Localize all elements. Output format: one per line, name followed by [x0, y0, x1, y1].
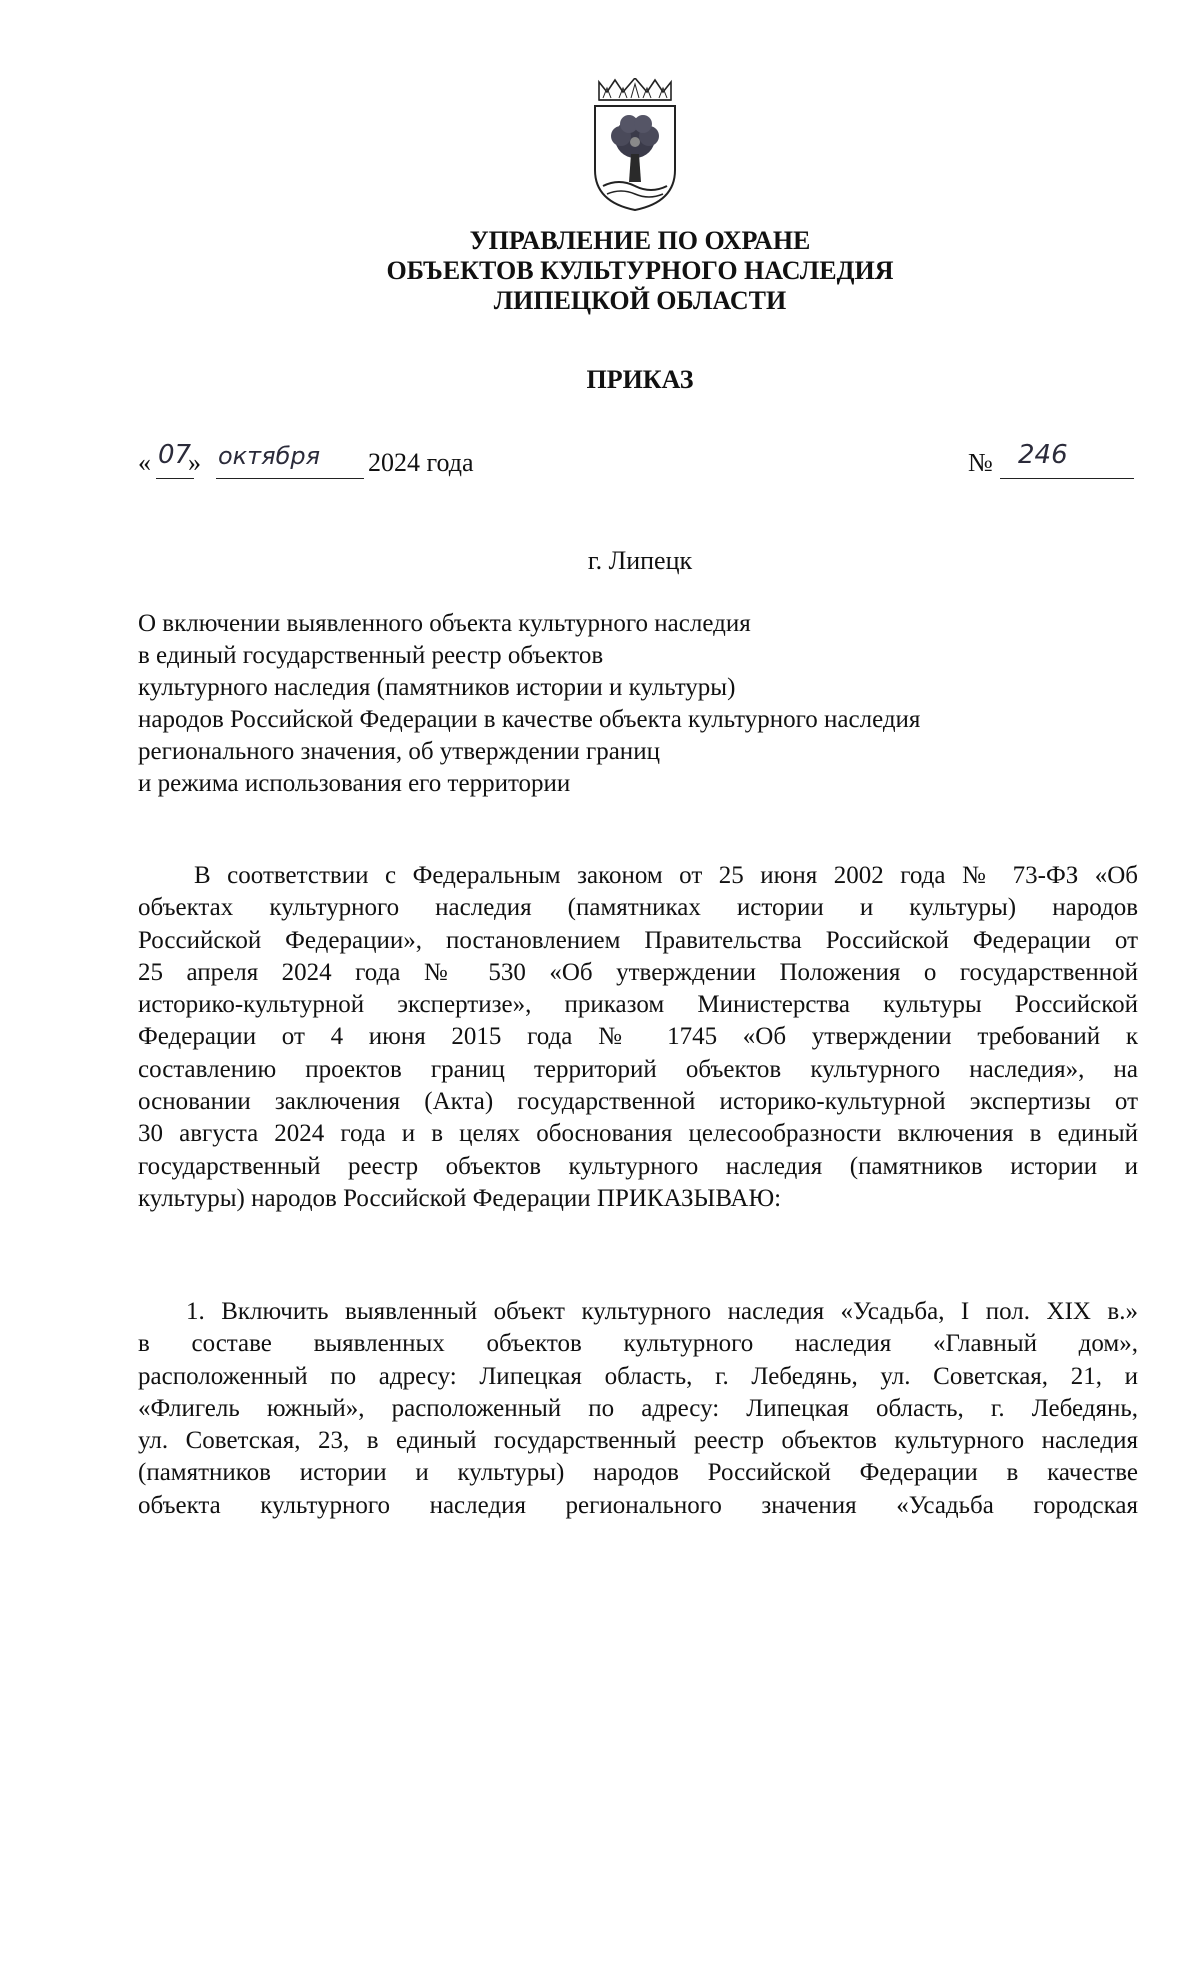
- document-type: ПРИКАЗ: [586, 365, 694, 394]
- paragraph-line: историко-культурной экспертизе», приказом Министерства культуры Российской: [138, 991, 1138, 1019]
- handwritten-number: 246: [1018, 440, 1068, 470]
- paragraph-line: ул. Советская, 23, в единый государственный реестр объектов культурного наследия: [138, 1427, 1138, 1455]
- order-subject: [138, 608, 1038, 800]
- paragraph-line: объектах культурного наследия (памятниках истории и культуры) народов: [138, 894, 1138, 922]
- handwritten-day: 07: [158, 440, 192, 470]
- number-label: №: [968, 448, 993, 477]
- paragraph-line: В соответствии с Федеральным законом от 25 июня 2002 года № 73-ФЗ «Об: [194, 862, 1138, 889]
- org-line-2: ОБЪЕКТОВ КУЛЬТУРНОГО НАСЛЕДИЯ: [386, 256, 894, 285]
- paragraph-line: государственный реестр объектов культурного наследия (памятников истории и: [138, 1152, 1138, 1180]
- paragraph-line: составлению проектов границ территорий объектов культурного наследия», на: [138, 1055, 1138, 1083]
- coat-of-arms-icon: [585, 78, 685, 214]
- subject-line: культурного наследия (памятников истории и культуры): [138, 674, 736, 701]
- org-line-3: ЛИПЕЦКОЙ ОБЛАСТИ: [493, 286, 787, 315]
- paragraph-line: Российской Федерации», постановлением Правительства Российской Федерации от: [138, 926, 1138, 954]
- date-number-row: [138, 440, 1138, 486]
- paragraph-line: объекта культурного наследия регионального значения «Усадьба городская: [138, 1491, 1138, 1519]
- subject-line: регионального значения, об утверждении границ: [138, 738, 660, 765]
- subject-line: в единый государственный реестр объектов: [138, 642, 604, 669]
- date-quote-close: »: [188, 448, 201, 477]
- paragraph-line: 1. Включить выявленный объект культурного наследия «Усадьба, I пол. XIX в.»: [186, 1298, 1138, 1325]
- number-underline: [1000, 478, 1134, 479]
- paragraph-line: 25 апреля 2024 года № 530 «Об утверждении Положения о государственной: [138, 958, 1138, 986]
- date-quote-open: «: [138, 448, 151, 477]
- subject-line: О включении выявленного объекта культурного наследия: [138, 610, 751, 637]
- paragraph-line: (памятников истории и культуры) народов Российской Федерации в качестве: [138, 1459, 1138, 1487]
- paragraph-line: культуры) народов Российской Федерации ПРИКАЗЫВАЮ:: [138, 1184, 782, 1212]
- month-underline: [216, 478, 364, 479]
- handwritten-month: октября: [218, 442, 321, 470]
- city-name: г. Липецк: [587, 546, 693, 575]
- paragraph-line: Федерации от 4 июня 2015 года № 1745 «Об утверждении требований к: [138, 1023, 1138, 1051]
- subject-line: и режима использования его территории: [138, 770, 571, 797]
- day-underline: [156, 478, 194, 479]
- date-year: 2024 года: [368, 448, 474, 477]
- paragraph-line: в составе выявленных объектов культурного наследия «Главный дом»,: [138, 1330, 1138, 1358]
- organization-name: [300, 226, 980, 316]
- subject-line: народов Российской Федерации в качестве объекта культурного наследия: [138, 706, 921, 733]
- paragraph-line: расположенный по адресу: Липецкая область, г. Лебедянь, ул. Советская, 21, и: [138, 1362, 1138, 1390]
- order-item-1: [138, 1296, 1138, 1522]
- org-line-1: УПРАВЛЕНИЕ ПО ОХРАНЕ: [469, 226, 811, 255]
- preamble-paragraph: [138, 860, 1138, 1215]
- paragraph-line: 30 августа 2024 года и в целях обоснования целесообразности включения в единый: [138, 1120, 1138, 1148]
- paragraph-line: «Флигель южный», расположенный по адресу: Липецкая область, г. Лебедянь,: [138, 1394, 1138, 1422]
- paragraph-line: основании заключения (Акта) государственной историко-культурной экспертизы от: [138, 1088, 1138, 1116]
